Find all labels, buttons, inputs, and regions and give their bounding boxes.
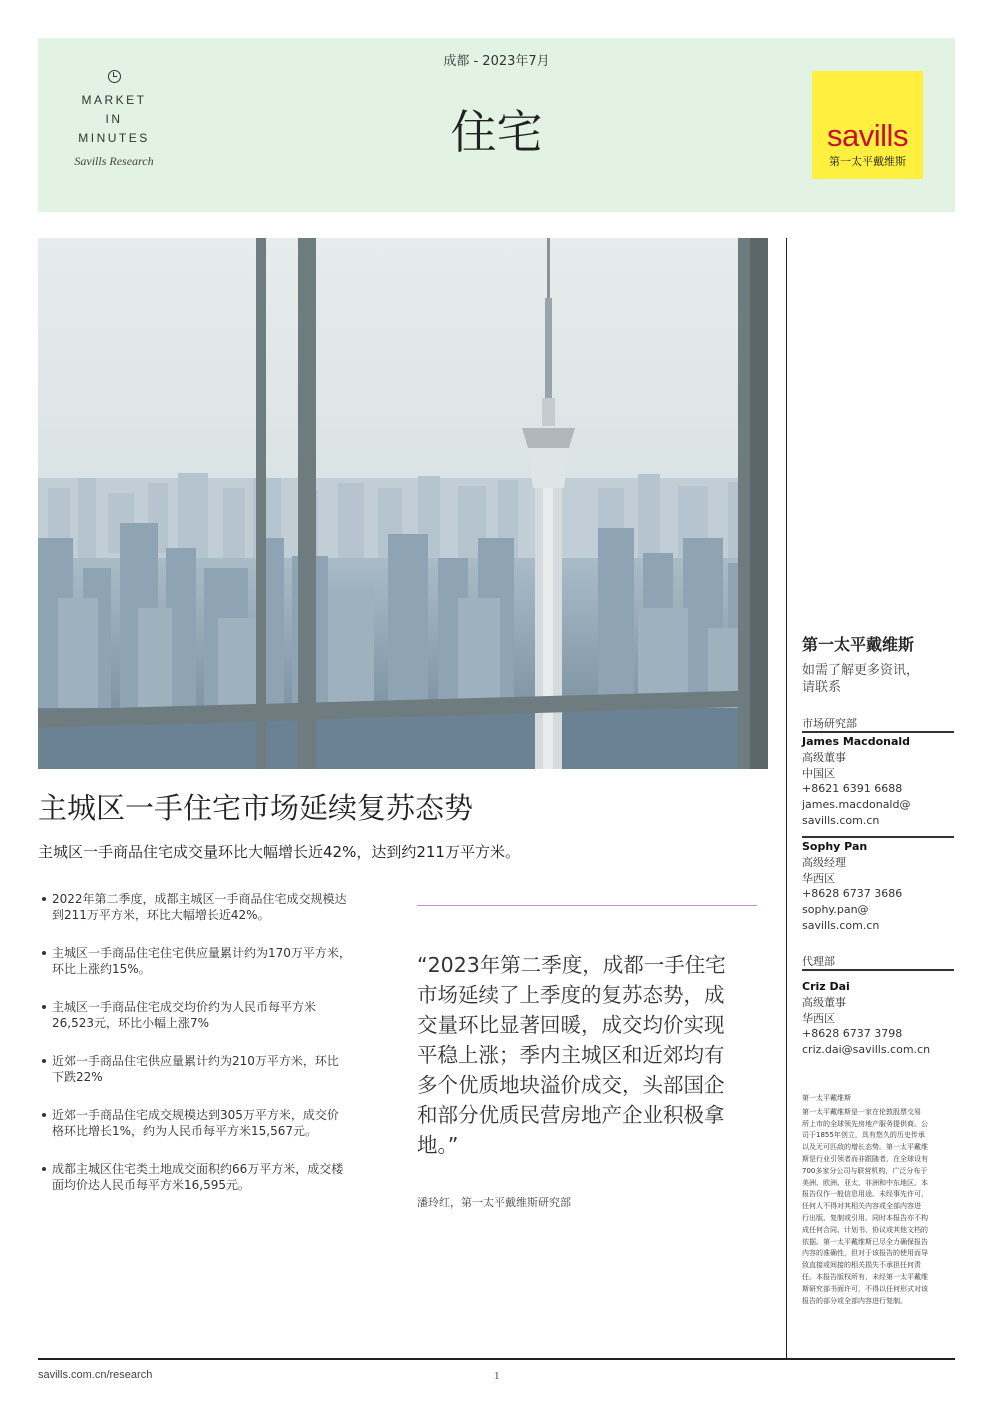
contact-email[interactable]: criz.dai@savills.com.cn bbox=[802, 1043, 931, 1057]
page-number: 1 bbox=[494, 1370, 500, 1382]
dept-agency: 代理部 bbox=[802, 955, 835, 968]
disclaimer-line: 报告仅作一般信息用途。未经事先许可， bbox=[802, 1190, 928, 1199]
disclaimer-line: 斯是行业引领者而非跟随者，在全球设有 bbox=[802, 1154, 928, 1163]
key-point-line: 格环比增长1%，约为人民币每平方米15,567元。 bbox=[52, 1124, 318, 1138]
disclaimer-line: 斯研究部书面许可，不得以任何形式对该 bbox=[802, 1284, 928, 1293]
series-word-market: MARKET bbox=[81, 93, 147, 107]
contact-phone: +8621 6391 6688 bbox=[802, 782, 903, 796]
key-point-line: 环比上涨约15%。 bbox=[52, 962, 151, 976]
page-title: 住宅 bbox=[450, 105, 543, 159]
contact-email[interactable]: sophy.pan@ bbox=[802, 903, 869, 917]
disclaimer-head: 第一太平戴维斯 bbox=[802, 1094, 851, 1102]
pull-quote-line: 市场延续了上季度的复苏态势，成 bbox=[417, 983, 725, 1007]
disclaimer-line: 报告的部分或全部内容进行复制。 bbox=[802, 1296, 907, 1305]
key-point bbox=[40, 891, 400, 923]
series-word-minutes: MINUTES bbox=[78, 131, 150, 145]
bullet-icon bbox=[42, 951, 46, 955]
disclaimer-line: 所上市的全球领先房地产服务提供商。公 bbox=[802, 1119, 928, 1128]
article-subheadline: 主城区一手商品住宅成交量环比大幅增长近42%，达到约211万平方米。 bbox=[38, 843, 520, 861]
pull-quote-line: 多个优质地块溢价成交，头部国企 bbox=[417, 1073, 725, 1097]
contact-title: 高级经理 bbox=[802, 855, 846, 869]
contact-region: 中国区 bbox=[802, 766, 835, 780]
contact-rule bbox=[802, 969, 954, 971]
disclaimer-line: 行出版、复制或引用。同时本报告亦不构 bbox=[802, 1213, 928, 1222]
contact-phone: +8628 6737 3686 bbox=[802, 887, 903, 901]
contact-region: 华西区 bbox=[802, 871, 835, 885]
key-point-line: 下跌22% bbox=[52, 1070, 103, 1084]
savills-logo bbox=[812, 71, 923, 179]
pull-quote-line: 交量环比显著回暖，成交均价实现 bbox=[417, 1013, 725, 1037]
contact-name: James Macdonald bbox=[802, 735, 911, 748]
sidebar-company: 第一太平戴维斯 bbox=[802, 635, 915, 654]
pull-quote-line: 和部分优质民营房地产企业积极拿 bbox=[417, 1103, 725, 1127]
key-point bbox=[40, 999, 400, 1031]
bullet-icon bbox=[42, 1113, 46, 1117]
contact-name: Criz Dai bbox=[802, 980, 850, 993]
key-point-line: 近郊一手商品住宅供应量累计约为210万平方米，环比 bbox=[52, 1054, 339, 1068]
pull-quote-rule bbox=[417, 905, 757, 906]
disclaimer-line: 任。本报告版权所有，未经第一太平戴维 bbox=[802, 1272, 928, 1281]
contact-email[interactable]: james.macdonald@ bbox=[802, 798, 911, 812]
pull-quote-line: 地。” bbox=[417, 1133, 459, 1157]
sidebar-intro bbox=[802, 662, 954, 696]
report-header bbox=[38, 38, 955, 212]
disclaimer-line: 成任何合同、计划书、协议或其他文档的 bbox=[802, 1225, 928, 1234]
disclaimer-line: 第一太平戴维斯是一家在伦敦股票交易 bbox=[802, 1107, 921, 1116]
sidebar-intro-line: 请联系 bbox=[802, 680, 842, 695]
pull-quote bbox=[417, 950, 767, 1160]
disclaimer-line: 任何人不得对其相关内容或全部内容进 bbox=[802, 1202, 921, 1211]
disclaimer-line: 依据。第一太平戴维斯已尽全力确保报告 bbox=[802, 1237, 928, 1246]
article-headline: 主城区一手住宅市场延续复苏态势 bbox=[38, 791, 474, 825]
contact-card bbox=[802, 979, 954, 1058]
contact-rule bbox=[802, 836, 954, 838]
footer-rule bbox=[38, 1358, 955, 1360]
disclaimer-line: 致直接或间接的相关损失不承担任何责 bbox=[802, 1261, 921, 1270]
key-points-list bbox=[40, 891, 400, 1215]
key-point-line: 主城区一手商品住宅成交均价约为人民币每平方米 bbox=[52, 1000, 317, 1014]
logo-wordmark: savills bbox=[827, 118, 908, 153]
key-point-line: 26,523元，环比小幅上涨7% bbox=[52, 1016, 210, 1030]
key-point-line: 成都主城区住宅类土地成交面积约66万平方米，成交楼 bbox=[52, 1162, 344, 1176]
contact-email-domain[interactable]: savills.com.cn bbox=[802, 918, 880, 932]
contact-phone: +8628 6737 3798 bbox=[802, 1027, 903, 1041]
contact-rule bbox=[802, 731, 954, 733]
pull-quote-line: “2023年第二季度，成都一手住宅 bbox=[417, 953, 726, 977]
dateline: 成都 - 2023年7月 bbox=[443, 54, 550, 69]
key-point-line: 面均价达人民币每平方米16,595元。 bbox=[52, 1178, 250, 1192]
series-word-in: IN bbox=[105, 112, 123, 126]
contact-title: 高级董事 bbox=[802, 750, 846, 764]
contact-title: 高级董事 bbox=[802, 995, 846, 1009]
logo-chinese-name: 第一太平戴维斯 bbox=[829, 155, 906, 168]
bullet-icon bbox=[42, 1005, 46, 1009]
contact-email-domain[interactable]: savills.com.cn bbox=[802, 813, 880, 827]
contact-card bbox=[802, 734, 954, 829]
pull-quote-line: 平稳上涨；季内主城区和近郊均有 bbox=[417, 1043, 725, 1067]
contact-region: 华西区 bbox=[802, 1011, 835, 1025]
hero-photo bbox=[38, 238, 768, 769]
quote-attribution: 潘玲红，第一太平戴维斯研究部 bbox=[417, 1196, 571, 1209]
disclaimer-line: 内容的准确性，但对于该报告的使用而导 bbox=[802, 1249, 928, 1258]
disclaimer-line: 司于1855年创立，具有悠久的历史传承 bbox=[802, 1131, 925, 1140]
disclaimer-line: 700多家分公司与联营机构，广泛分布于 bbox=[802, 1166, 928, 1175]
clock-icon bbox=[108, 70, 121, 83]
disclaimer-line: 美洲、欧洲、亚太、非洲和中东地区。本 bbox=[802, 1178, 928, 1187]
contact-card bbox=[802, 839, 954, 934]
key-point bbox=[40, 1053, 400, 1085]
bullet-icon bbox=[42, 1059, 46, 1063]
bullet-icon bbox=[42, 897, 46, 901]
key-point bbox=[40, 1161, 400, 1193]
sidebar-divider bbox=[786, 238, 787, 1358]
key-point-line: 主城区一手商品住宅住宅供应量累计约为170万平方米， bbox=[52, 946, 351, 960]
bullet-icon bbox=[42, 1167, 46, 1171]
key-point bbox=[40, 1107, 400, 1139]
footer-link[interactable]: savills.com.cn/research bbox=[38, 1369, 153, 1381]
key-point-line: 到211万平方米，环比大幅增长近42%。 bbox=[52, 908, 270, 922]
sidebar-intro-line: 如需了解更多资讯， bbox=[802, 663, 920, 678]
disclaimer bbox=[802, 1093, 956, 1307]
dept-research: 市场研究部 bbox=[802, 717, 857, 730]
key-point-line: 2022年第二季度，成都主城区一手商品住宅成交规模达 bbox=[52, 892, 347, 906]
disclaimer-line: 以及无可匹敌的增长态势。第一太平戴维 bbox=[802, 1143, 928, 1152]
series-byline: Savills Research bbox=[74, 154, 154, 168]
key-point bbox=[40, 945, 400, 977]
key-point-line: 近郊一手商品住宅成交规模达到305万平方米，成交价 bbox=[52, 1108, 339, 1122]
contact-name: Sophy Pan bbox=[802, 840, 868, 853]
